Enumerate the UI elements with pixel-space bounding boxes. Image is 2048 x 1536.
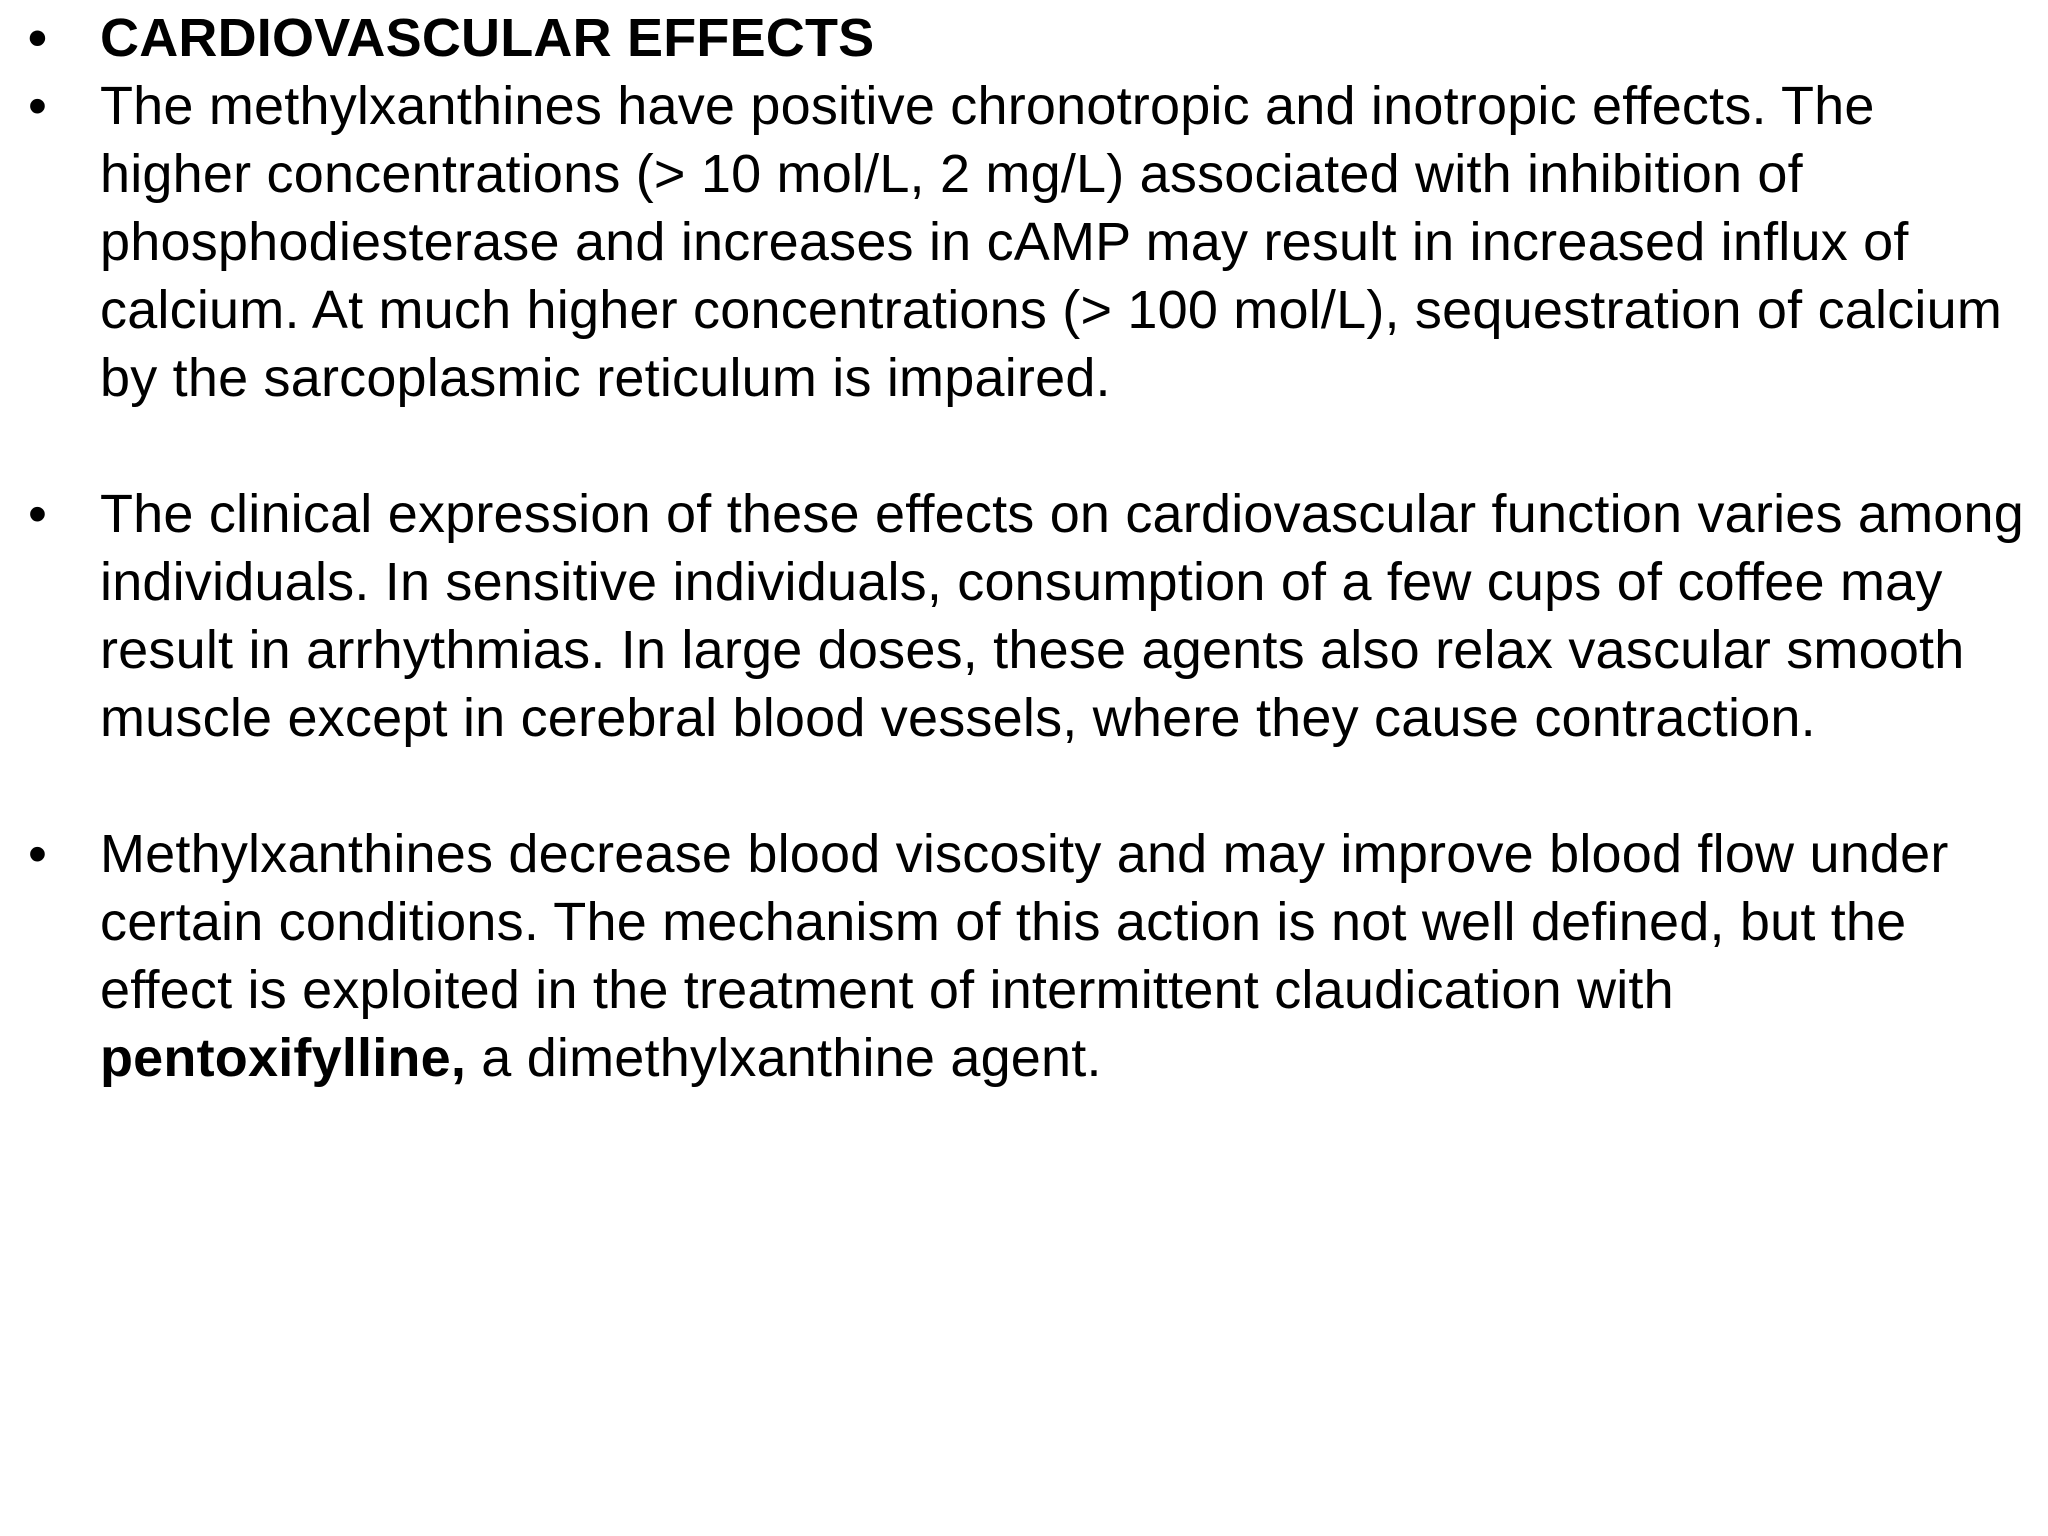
paragraph-text: The methylxanthines have positive chronotropic and inotropic effects. The higher concentrations (> 10 mol/L, 2 mg/L) associated with inhibition of phosphodiesterase and increases in cAMP may result in increased influx of calcium. At much higher concentrations (> 100 mol/L), sequestration of calcium by the sarcoplasmic reticulum is impaired. bbox=[100, 76, 2003, 408]
bullet-icon: • bbox=[28, 8, 48, 68]
paragraph-text: The clinical expression of these effects on cardiovascular function varies among individuals. In sensitive individuals, consumption of a few cups of coffee may result in arrhythmias. In large doses, these agents also relax vascular smooth muscle except in cerebral blood vessels, where they cause contraction. bbox=[100, 484, 2025, 748]
paragraph-text-before: Methylxanthines decrease blood viscosity and may improve blood flow under certain conditions. The mechanism of this action is not well defined, but the effect is exploited in the treatment of intermittent claudication with bbox=[100, 824, 1949, 1020]
drug-name-bold: pentoxifylline, bbox=[100, 1028, 467, 1088]
bullet-paragraph-2 bbox=[28, 480, 2038, 752]
heading-bullet bbox=[28, 4, 2038, 72]
bullet-icon: • bbox=[28, 484, 48, 544]
bullet-paragraph-1 bbox=[28, 72, 2038, 412]
bullet-paragraph-3 bbox=[28, 820, 2038, 1092]
bullet-icon: • bbox=[28, 76, 48, 136]
paragraph-text-after: a dimethylxanthine agent. bbox=[466, 1028, 1102, 1088]
bullet-icon: • bbox=[28, 824, 48, 884]
bullet-list bbox=[28, 4, 2038, 1092]
slide-heading: CARDIOVASCULAR EFFECTS bbox=[100, 8, 875, 68]
